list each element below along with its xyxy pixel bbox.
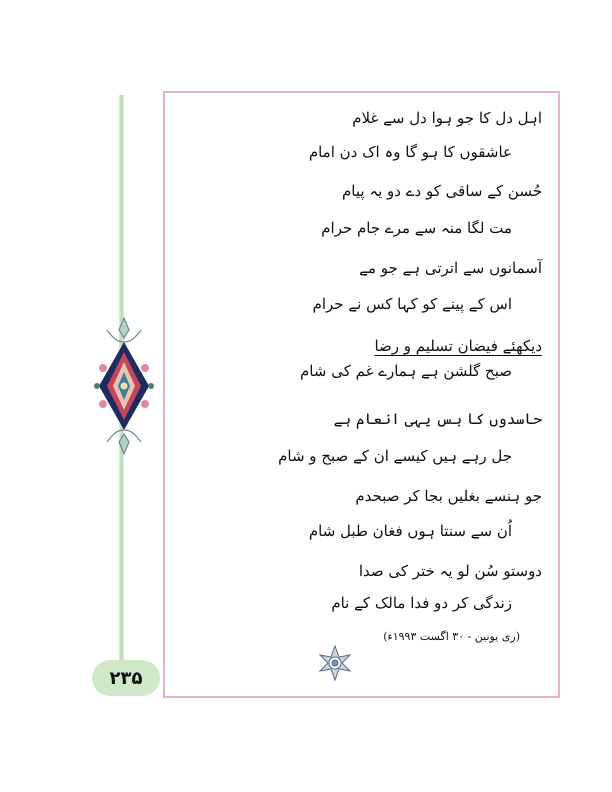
poem-line: اہل دل کا جو ہوا دل سے غلام [352, 109, 542, 127]
poem-line: اس کے پینے کو کہا کس نے حرام [312, 295, 512, 313]
poem-line: حاسدوں کا بس یہی انعام ہے [333, 410, 542, 428]
poem-heading-line: دیکھئے فیضان تسلیم و رضا [374, 337, 542, 355]
poem-line: مت لگا منہ سے مرے جام حرام [321, 219, 512, 237]
poem-line: زندگی کر دو فدا مالک کے نام [331, 594, 512, 612]
poem-line: جل رہے ہیں کیسے ان کے صبح و شام [278, 447, 512, 465]
poem-line: اُن سے سنتا ہوں فغان طبل شام [308, 522, 512, 540]
page-number-badge: ۲۳۵ [92, 660, 160, 696]
poem-line: حُسن کے ساقی کو دے دو یہ پیام [342, 182, 542, 200]
star-rosette-icon [318, 643, 352, 683]
poem-footnote: (ری یونین - ۳۰ اگست ۱۹۹۳ء) [383, 630, 520, 643]
poem-line: صبح گلشن ہے ہمارے غم کی شام [300, 362, 512, 380]
poem-line: جو ہنسے بغلیں بجا کر صبحدم [355, 487, 542, 505]
poem-line: دوستو سُن لو یہ ختر کی صدا [358, 562, 542, 580]
poem-line: آسمانوں سے اترتی ہے جو مے [359, 259, 542, 277]
floral-medallion-icon [93, 316, 155, 456]
poem-line: عاشقوں کا ہو گا وہ اک دن امام [308, 143, 512, 161]
